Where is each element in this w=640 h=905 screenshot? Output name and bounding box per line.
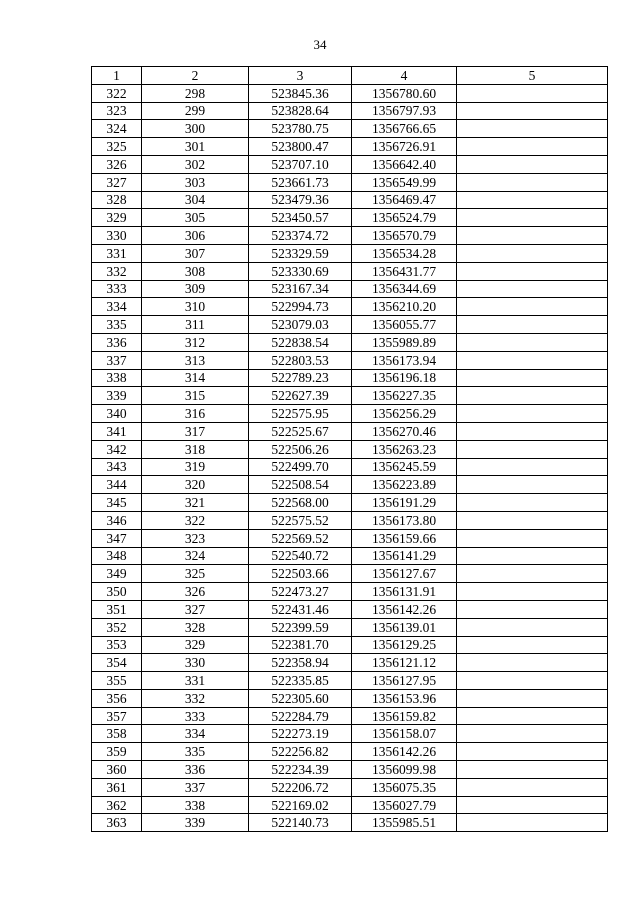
table-cell-col-2: 316 <box>142 405 249 423</box>
table-cell-col-3: 522627.39 <box>249 387 352 405</box>
table-cell-col-3: 522568.00 <box>249 494 352 512</box>
table-cell-col-1: 352 <box>92 618 142 636</box>
table-cell-col-3: 522335.85 <box>249 672 352 690</box>
table-cell-col-5 <box>457 600 608 618</box>
table-cell-col-2: 315 <box>142 387 249 405</box>
table-row <box>92 529 608 547</box>
table-cell-col-4: 1356344.69 <box>352 280 457 298</box>
table-cell-col-1: 326 <box>92 155 142 173</box>
table-cell-col-2: 298 <box>142 84 249 102</box>
table-cell-col-1: 332 <box>92 262 142 280</box>
table-cell-col-2: 317 <box>142 422 249 440</box>
table-cell-col-3: 522305.60 <box>249 689 352 707</box>
table-cell-col-1: 351 <box>92 600 142 618</box>
table-cell-col-3: 522256.82 <box>249 743 352 761</box>
table-cell-col-2: 313 <box>142 351 249 369</box>
table-cell-col-2: 339 <box>142 814 249 832</box>
table-row <box>92 298 608 316</box>
table-cell-col-4: 1356196.18 <box>352 369 457 387</box>
table-cell-col-4: 1356129.25 <box>352 636 457 654</box>
table-cell-col-3: 522206.72 <box>249 778 352 796</box>
table-cell-col-1: 338 <box>92 369 142 387</box>
table-cell-col-4: 1356173.80 <box>352 511 457 529</box>
table-cell-col-1: 339 <box>92 387 142 405</box>
table-row <box>92 155 608 173</box>
table-body <box>92 84 608 831</box>
table-row <box>92 547 608 565</box>
table-row <box>92 102 608 120</box>
table-cell-col-1: 333 <box>92 280 142 298</box>
table-cell-col-5 <box>457 458 608 476</box>
table-cell-col-2: 326 <box>142 583 249 601</box>
table-cell-col-4: 1355985.51 <box>352 814 457 832</box>
table-row <box>92 636 608 654</box>
table-cell-col-1: 363 <box>92 814 142 832</box>
table-cell-col-3: 522525.67 <box>249 422 352 440</box>
table-cell-col-3: 523450.57 <box>249 209 352 227</box>
table-cell-col-2: 306 <box>142 227 249 245</box>
table-cell-col-2: 327 <box>142 600 249 618</box>
table-cell-col-5 <box>457 529 608 547</box>
table-cell-col-5 <box>457 387 608 405</box>
table-cell-col-4: 1356797.93 <box>352 102 457 120</box>
table-cell-col-1: 329 <box>92 209 142 227</box>
table-cell-col-2: 333 <box>142 707 249 725</box>
table-row <box>92 280 608 298</box>
coordinates-table <box>91 66 608 832</box>
table-cell-col-1: 331 <box>92 244 142 262</box>
table-cell-col-5 <box>457 672 608 690</box>
table-cell-col-5 <box>457 565 608 583</box>
table-cell-col-1: 355 <box>92 672 142 690</box>
table-row <box>92 316 608 334</box>
table-cell-col-1: 361 <box>92 778 142 796</box>
table-cell-col-5 <box>457 814 608 832</box>
table-cell-col-4: 1356270.46 <box>352 422 457 440</box>
table-row <box>92 333 608 351</box>
table-cell-col-2: 320 <box>142 476 249 494</box>
table-cell-col-2: 329 <box>142 636 249 654</box>
table-cell-col-5 <box>457 405 608 423</box>
column-header-2: 2 <box>142 67 249 85</box>
table-row <box>92 138 608 156</box>
table-cell-col-5 <box>457 173 608 191</box>
table-cell-col-4: 1356726.91 <box>352 138 457 156</box>
table-cell-col-3: 522575.52 <box>249 511 352 529</box>
table-cell-col-4: 1356141.29 <box>352 547 457 565</box>
table-cell-col-3: 522358.94 <box>249 654 352 672</box>
table-row <box>92 120 608 138</box>
table-cell-col-4: 1356263.23 <box>352 440 457 458</box>
table-cell-col-5 <box>457 227 608 245</box>
table-cell-col-1: 344 <box>92 476 142 494</box>
page-number: 34 <box>313 37 327 52</box>
table-cell-col-5 <box>457 244 608 262</box>
table-row <box>92 707 608 725</box>
table-cell-col-1: 347 <box>92 529 142 547</box>
table-cell-col-2: 300 <box>142 120 249 138</box>
table-row <box>92 191 608 209</box>
table-cell-col-4: 1356210.20 <box>352 298 457 316</box>
table-cell-col-1: 356 <box>92 689 142 707</box>
table-cell-col-4: 1356766.65 <box>352 120 457 138</box>
table-cell-col-5 <box>457 476 608 494</box>
table-cell-col-5 <box>457 778 608 796</box>
table-cell-col-1: 328 <box>92 191 142 209</box>
table-cell-col-2: 325 <box>142 565 249 583</box>
table-cell-col-3: 523661.73 <box>249 173 352 191</box>
table-cell-col-4: 1356549.99 <box>352 173 457 191</box>
table-cell-col-3: 522499.70 <box>249 458 352 476</box>
table-cell-col-3: 523079.03 <box>249 316 352 334</box>
table-cell-col-2: 330 <box>142 654 249 672</box>
table-cell-col-5 <box>457 333 608 351</box>
table-cell-col-2: 322 <box>142 511 249 529</box>
table-row <box>92 227 608 245</box>
table-cell-col-5 <box>457 120 608 138</box>
table-cell-col-3: 522503.66 <box>249 565 352 583</box>
table-cell-col-2: 323 <box>142 529 249 547</box>
table-cell-col-3: 523800.47 <box>249 138 352 156</box>
table-cell-col-3: 522508.54 <box>249 476 352 494</box>
table-cell-col-3: 522569.52 <box>249 529 352 547</box>
table-cell-col-3: 522473.27 <box>249 583 352 601</box>
table-cell-col-3: 523707.10 <box>249 155 352 173</box>
table-cell-col-5 <box>457 351 608 369</box>
table-cell-col-3: 522284.79 <box>249 707 352 725</box>
table-cell-col-3: 522431.46 <box>249 600 352 618</box>
table-cell-col-1: 350 <box>92 583 142 601</box>
table-cell-col-3: 522381.70 <box>249 636 352 654</box>
table-cell-col-5 <box>457 191 608 209</box>
table-row <box>92 244 608 262</box>
table-cell-col-5 <box>457 689 608 707</box>
table-cell-col-4: 1356159.66 <box>352 529 457 547</box>
table-cell-col-5 <box>457 725 608 743</box>
table-cell-col-4: 1356534.28 <box>352 244 457 262</box>
table-cell-col-1: 334 <box>92 298 142 316</box>
table-cell-col-3: 522506.26 <box>249 440 352 458</box>
table-row <box>92 600 608 618</box>
table-row <box>92 511 608 529</box>
table-cell-col-5 <box>457 262 608 280</box>
table-cell-col-2: 305 <box>142 209 249 227</box>
table-cell-col-4: 1355989.89 <box>352 333 457 351</box>
table-row <box>92 387 608 405</box>
table-cell-col-1: 322 <box>92 84 142 102</box>
table-cell-col-1: 359 <box>92 743 142 761</box>
table-cell-col-1: 336 <box>92 333 142 351</box>
table-cell-col-4: 1356153.96 <box>352 689 457 707</box>
table-cell-col-2: 299 <box>142 102 249 120</box>
table-cell-col-2: 304 <box>142 191 249 209</box>
table-cell-col-3: 522994.73 <box>249 298 352 316</box>
table-cell-col-4: 1356139.01 <box>352 618 457 636</box>
table-cell-col-4: 1356142.26 <box>352 743 457 761</box>
table-row <box>92 494 608 512</box>
table-cell-col-5 <box>457 494 608 512</box>
table-cell-col-4: 1356027.79 <box>352 796 457 814</box>
table-cell-col-3: 522399.59 <box>249 618 352 636</box>
table-cell-col-5 <box>457 583 608 601</box>
table-cell-col-2: 312 <box>142 333 249 351</box>
table-cell-col-5 <box>457 618 608 636</box>
table-cell-col-1: 349 <box>92 565 142 583</box>
column-header-3: 3 <box>249 67 352 85</box>
table-row <box>92 173 608 191</box>
table-cell-col-2: 332 <box>142 689 249 707</box>
table-row <box>92 422 608 440</box>
table-cell-col-1: 357 <box>92 707 142 725</box>
table-cell-col-3: 523828.64 <box>249 102 352 120</box>
table-cell-col-3: 522803.53 <box>249 351 352 369</box>
column-header-4: 4 <box>352 67 457 85</box>
table-cell-col-2: 336 <box>142 761 249 779</box>
table-row <box>92 458 608 476</box>
table-cell-col-5 <box>457 155 608 173</box>
table-row <box>92 796 608 814</box>
table-cell-col-1: 360 <box>92 761 142 779</box>
table-row <box>92 689 608 707</box>
table-cell-col-2: 319 <box>142 458 249 476</box>
table-row <box>92 814 608 832</box>
table-cell-col-5 <box>457 511 608 529</box>
table-row <box>92 262 608 280</box>
column-header-5: 5 <box>457 67 608 85</box>
table-cell-col-5 <box>457 369 608 387</box>
table-cell-col-1: 327 <box>92 173 142 191</box>
header-row <box>92 67 608 85</box>
table-cell-col-4: 1356780.60 <box>352 84 457 102</box>
table-cell-col-2: 328 <box>142 618 249 636</box>
table-cell-col-5 <box>457 84 608 102</box>
table-cell-col-1: 358 <box>92 725 142 743</box>
table-cell-col-5 <box>457 743 608 761</box>
table-cell-col-1: 345 <box>92 494 142 512</box>
table-cell-col-5 <box>457 761 608 779</box>
table-cell-col-5 <box>457 796 608 814</box>
table-cell-col-1: 354 <box>92 654 142 672</box>
table-row <box>92 743 608 761</box>
table-cell-col-4: 1356121.12 <box>352 654 457 672</box>
table-cell-col-3: 523479.36 <box>249 191 352 209</box>
table-cell-col-4: 1356127.67 <box>352 565 457 583</box>
table-cell-col-4: 1356159.82 <box>352 707 457 725</box>
table-cell-col-1: 362 <box>92 796 142 814</box>
table-cell-col-5 <box>457 316 608 334</box>
table-cell-col-2: 309 <box>142 280 249 298</box>
table-cell-col-5 <box>457 102 608 120</box>
table-cell-col-4: 1356469.47 <box>352 191 457 209</box>
table-cell-col-1: 341 <box>92 422 142 440</box>
table-cell-col-2: 338 <box>142 796 249 814</box>
table-cell-col-2: 311 <box>142 316 249 334</box>
table-cell-col-2: 314 <box>142 369 249 387</box>
table-cell-col-3: 522575.95 <box>249 405 352 423</box>
table-cell-col-4: 1356131.91 <box>352 583 457 601</box>
table-cell-col-5 <box>457 547 608 565</box>
table-cell-col-3: 522234.39 <box>249 761 352 779</box>
table-cell-col-1: 346 <box>92 511 142 529</box>
table-cell-col-3: 522140.73 <box>249 814 352 832</box>
table-cell-col-1: 343 <box>92 458 142 476</box>
table-row <box>92 351 608 369</box>
table-cell-col-2: 303 <box>142 173 249 191</box>
table-cell-col-5 <box>457 280 608 298</box>
table-cell-col-1: 325 <box>92 138 142 156</box>
table-row <box>92 565 608 583</box>
table-cell-col-5 <box>457 422 608 440</box>
table-cell-col-5 <box>457 440 608 458</box>
table-cell-col-2: 331 <box>142 672 249 690</box>
table-cell-col-1: 337 <box>92 351 142 369</box>
table-cell-col-2: 334 <box>142 725 249 743</box>
table-cell-col-3: 523845.36 <box>249 84 352 102</box>
table-cell-col-4: 1356431.77 <box>352 262 457 280</box>
table-row <box>92 369 608 387</box>
table-cell-col-1: 340 <box>92 405 142 423</box>
table-row <box>92 405 608 423</box>
column-header-1: 1 <box>92 67 142 85</box>
table-cell-col-3: 522789.23 <box>249 369 352 387</box>
table-cell-col-1: 342 <box>92 440 142 458</box>
table-cell-col-4: 1356127.95 <box>352 672 457 690</box>
table-row <box>92 209 608 227</box>
table-cell-col-5 <box>457 707 608 725</box>
table-cell-col-1: 330 <box>92 227 142 245</box>
table-cell-col-4: 1356055.77 <box>352 316 457 334</box>
table-cell-col-5 <box>457 138 608 156</box>
table-cell-col-2: 308 <box>142 262 249 280</box>
table-cell-col-4: 1356223.89 <box>352 476 457 494</box>
table-cell-col-2: 307 <box>142 244 249 262</box>
table-row <box>92 672 608 690</box>
table-cell-col-4: 1356570.79 <box>352 227 457 245</box>
table-cell-col-2: 310 <box>142 298 249 316</box>
table-cell-col-1: 348 <box>92 547 142 565</box>
table-cell-col-2: 301 <box>142 138 249 156</box>
table-cell-col-3: 522273.19 <box>249 725 352 743</box>
table-cell-col-4: 1356227.35 <box>352 387 457 405</box>
table-cell-col-1: 323 <box>92 102 142 120</box>
table-cell-col-4: 1356642.40 <box>352 155 457 173</box>
table-cell-col-1: 324 <box>92 120 142 138</box>
table-row <box>92 618 608 636</box>
table-cell-col-5 <box>457 298 608 316</box>
table-cell-col-3: 523330.69 <box>249 262 352 280</box>
table-cell-col-3: 523167.34 <box>249 280 352 298</box>
table-cell-col-2: 335 <box>142 743 249 761</box>
table-cell-col-3: 522540.72 <box>249 547 352 565</box>
table-row <box>92 84 608 102</box>
table-cell-col-3: 523780.75 <box>249 120 352 138</box>
table-cell-col-4: 1356158.07 <box>352 725 457 743</box>
table-cell-col-2: 318 <box>142 440 249 458</box>
table-cell-col-3: 522169.02 <box>249 796 352 814</box>
table-cell-col-4: 1356142.26 <box>352 600 457 618</box>
table-cell-col-3: 522838.54 <box>249 333 352 351</box>
table-row <box>92 583 608 601</box>
table-row <box>92 440 608 458</box>
table-cell-col-3: 523329.59 <box>249 244 352 262</box>
table-cell-col-2: 337 <box>142 778 249 796</box>
table-cell-col-4: 1356173.94 <box>352 351 457 369</box>
table-cell-col-5 <box>457 209 608 227</box>
table-cell-col-5 <box>457 636 608 654</box>
table-cell-col-3: 523374.72 <box>249 227 352 245</box>
table-row <box>92 476 608 494</box>
table-row <box>92 778 608 796</box>
table-cell-col-1: 353 <box>92 636 142 654</box>
table-row <box>92 761 608 779</box>
table-cell-col-2: 324 <box>142 547 249 565</box>
table-cell-col-1: 335 <box>92 316 142 334</box>
table-cell-col-2: 302 <box>142 155 249 173</box>
table-cell-col-4: 1356099.98 <box>352 761 457 779</box>
table-cell-col-5 <box>457 654 608 672</box>
table-cell-col-4: 1356191.29 <box>352 494 457 512</box>
table-header <box>92 67 608 85</box>
table-cell-col-4: 1356075.35 <box>352 778 457 796</box>
table-cell-col-4: 1356245.59 <box>352 458 457 476</box>
table-cell-col-4: 1356256.29 <box>352 405 457 423</box>
table-cell-col-2: 321 <box>142 494 249 512</box>
table-row <box>92 654 608 672</box>
table-row <box>92 725 608 743</box>
table-cell-col-4: 1356524.79 <box>352 209 457 227</box>
